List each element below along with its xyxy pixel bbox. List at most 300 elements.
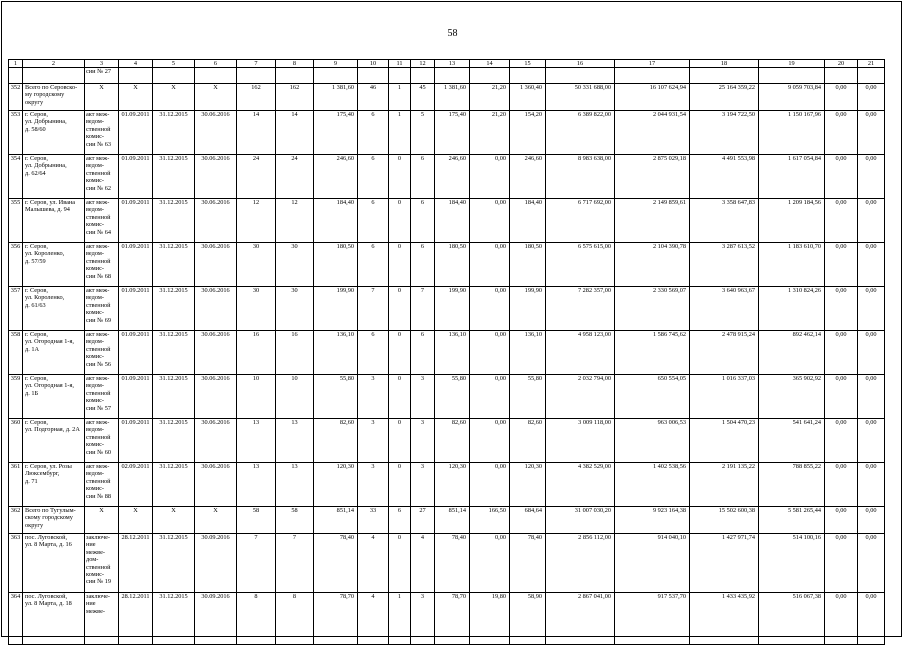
cell-c21: 0,00 xyxy=(858,507,885,534)
column-header-8: 8 xyxy=(276,60,314,68)
column-header-7: 7 xyxy=(237,60,276,68)
cell-addr: г. Серов, ул. Добрынина, д. 62/64 xyxy=(23,155,85,199)
cell-c11: 0 xyxy=(389,243,411,287)
cell-c7: 30 xyxy=(237,287,276,331)
cell-c10: 6 xyxy=(358,243,389,287)
cell-c10: 6 xyxy=(358,111,389,155)
column-header-19: 19 xyxy=(759,60,825,68)
cell-d1: 02.09.2011 xyxy=(119,463,153,507)
cell-c13: 1 381,60 xyxy=(435,84,470,111)
cell-c20: 0,00 xyxy=(825,155,858,199)
cell-c12: 27 xyxy=(411,507,435,534)
cell-c16: 2 856 112,00 xyxy=(546,534,615,593)
cell-d3: 30.06.2016 xyxy=(195,287,237,331)
cell-c17: 650 554,05 xyxy=(615,375,690,419)
cell-c14: 0,00 xyxy=(470,331,510,375)
cell-c7: 162 xyxy=(237,84,276,111)
cell-c14: 21,20 xyxy=(470,111,510,155)
column-header-5: 5 xyxy=(153,60,195,68)
table-row xyxy=(9,507,885,534)
table-row xyxy=(9,155,885,199)
cell-n: 357 xyxy=(9,287,23,331)
cell-c13: 180,50 xyxy=(435,243,470,287)
cell-c18: 1 433 435,92 xyxy=(690,593,759,645)
cell-c18: 3 194 722,50 xyxy=(690,111,759,155)
cell-c17: 963 006,53 xyxy=(615,419,690,463)
table-row xyxy=(9,243,885,287)
cell-c16: 6 575 615,00 xyxy=(546,243,615,287)
cell-n: 361 xyxy=(9,463,23,507)
cell-c11: 0 xyxy=(389,331,411,375)
cell-n: 356 xyxy=(9,243,23,287)
cell-c20: 0,00 xyxy=(825,375,858,419)
cell-d1: 01.09.2011 xyxy=(119,419,153,463)
cell-c9: 82,60 xyxy=(314,419,358,463)
table-row xyxy=(9,84,885,111)
cell-c16: 3 009 118,00 xyxy=(546,419,615,463)
cell-c8: 13 xyxy=(276,463,314,507)
cell-addr: Всего по Тугулым- скому городскому округу xyxy=(23,507,85,534)
cell-c21: 0,00 xyxy=(858,243,885,287)
cell-c14: 0,00 xyxy=(470,287,510,331)
cell-c17: 2 104 390,78 xyxy=(615,243,690,287)
cell-c20: 0,00 xyxy=(825,419,858,463)
cell-c17: 2 044 931,54 xyxy=(615,111,690,155)
cell-d1: X xyxy=(119,507,153,534)
cell-c13: 175,40 xyxy=(435,111,470,155)
cell-c20: 0,00 xyxy=(825,593,858,645)
column-header-4: 4 xyxy=(119,60,153,68)
cell-c14: 21,20 xyxy=(470,84,510,111)
cell-c11: 0 xyxy=(389,199,411,243)
cell-d2: 31.12.2015 xyxy=(153,593,195,645)
cell-c17: 9 923 164,38 xyxy=(615,507,690,534)
cell-addr: г. Серов, ул. Короленко, д. 57/59 xyxy=(23,243,85,287)
cell-d3: 30.06.2016 xyxy=(195,243,237,287)
cell-c21: 0,00 xyxy=(858,111,885,155)
cell-n: 353 xyxy=(9,111,23,155)
cell-c16: 6 389 822,00 xyxy=(546,111,615,155)
cell-n: 355 xyxy=(9,199,23,243)
column-header-2: 2 xyxy=(23,60,85,68)
cell-d3: 30.09.2016 xyxy=(195,593,237,645)
cell-n: 354 xyxy=(9,155,23,199)
cell-doc: акт меж- ведом- ственной комис- сии № 60 xyxy=(85,419,119,463)
cell-c19: 541 641,24 xyxy=(759,419,825,463)
cell-c17: 914 040,10 xyxy=(615,534,690,593)
cell-c13: 246,60 xyxy=(435,155,470,199)
cell-c14: 0,00 xyxy=(470,243,510,287)
cell-c17: 917 537,70 xyxy=(615,593,690,645)
cell-doc: акт меж- ведом- ственной комис- сии № 88 xyxy=(85,463,119,507)
cell-n: 363 xyxy=(9,534,23,593)
cell-d3: 30.06.2016 xyxy=(195,375,237,419)
cell-c21: 0,00 xyxy=(858,463,885,507)
cell-c18: 3 287 613,52 xyxy=(690,243,759,287)
table-row xyxy=(9,111,885,155)
cell-c15: 180,50 xyxy=(510,243,546,287)
table-row xyxy=(9,593,885,645)
cell-c16: 6 717 692,00 xyxy=(546,199,615,243)
cell-n: 358 xyxy=(9,331,23,375)
cell-c17: 1 586 745,62 xyxy=(615,331,690,375)
cell-c19: 9 059 703,84 xyxy=(759,84,825,111)
cell-d1: 01.09.2011 xyxy=(119,155,153,199)
cell-c16: 50 331 688,00 xyxy=(546,84,615,111)
cell-c13: 851,14 xyxy=(435,507,470,534)
cell-c20: 0,00 xyxy=(825,84,858,111)
cell-c9: 120,30 xyxy=(314,463,358,507)
cell-c9: 1 381,60 xyxy=(314,84,358,111)
cell-c10: 6 xyxy=(358,155,389,199)
cell-c21: 0,00 xyxy=(858,375,885,419)
cell-c20: 0,00 xyxy=(825,534,858,593)
table-row xyxy=(9,287,885,331)
table-row xyxy=(9,534,885,593)
cell-c9: 78,70 xyxy=(314,593,358,645)
cell-c11: 6 xyxy=(389,507,411,534)
cell-d3: 30.06.2016 xyxy=(195,199,237,243)
cell-c9: 180,50 xyxy=(314,243,358,287)
cell-d2: X xyxy=(153,507,195,534)
cell-c21: 0,00 xyxy=(858,593,885,645)
cell-doc: X xyxy=(85,507,119,534)
cell-d1: X xyxy=(119,84,153,111)
column-header-13: 13 xyxy=(435,60,470,68)
cell-c11: 0 xyxy=(389,419,411,463)
cell-c19: 892 462,14 xyxy=(759,331,825,375)
cell-doc: акт меж- ведом- ственной комис- сии № 63 xyxy=(85,111,119,155)
cell-doc: акт меж- ведом- ственной комис- сии № 56 xyxy=(85,331,119,375)
cell-c9: 851,14 xyxy=(314,507,358,534)
cell-addr: г. Серов, ул. Огородная 1-я, д. 1А xyxy=(23,331,85,375)
cell-c13: 78,40 xyxy=(435,534,470,593)
cell-addr: г. Серов, ул. Розы Люксембург, д. 71 xyxy=(23,463,85,507)
cell-c9: 55,80 xyxy=(314,375,358,419)
cell-c17: 2 330 569,07 xyxy=(615,287,690,331)
cell-c12: 6 xyxy=(411,331,435,375)
cell-c11: 0 xyxy=(389,534,411,593)
cell-c11: 1 xyxy=(389,84,411,111)
cell-c20: 0,00 xyxy=(825,287,858,331)
cell-c16: 7 282 357,00 xyxy=(546,287,615,331)
cell-c10: 4 xyxy=(358,593,389,645)
cell-c10: 46 xyxy=(358,84,389,111)
cell-c19: 516 067,38 xyxy=(759,593,825,645)
table-row xyxy=(9,331,885,375)
cell-c8: 10 xyxy=(276,375,314,419)
cell-c10: 33 xyxy=(358,507,389,534)
cell-c14: 0,00 xyxy=(470,463,510,507)
cell-c21: 0,00 xyxy=(858,419,885,463)
cell-c8: 30 xyxy=(276,243,314,287)
column-header-20: 20 xyxy=(825,60,858,68)
cell-c8: 162 xyxy=(276,84,314,111)
cell-c19: 365 902,92 xyxy=(759,375,825,419)
cell-c12: 4 xyxy=(411,534,435,593)
continuation-row xyxy=(9,68,885,84)
cell-d1: 28.12.2011 xyxy=(119,534,153,593)
cell-c18: 4 491 553,98 xyxy=(690,155,759,199)
cell-n: 364 xyxy=(9,593,23,645)
cell-c8: 7 xyxy=(276,534,314,593)
cell-c7: 8 xyxy=(237,593,276,645)
cell-c9: 136,10 xyxy=(314,331,358,375)
cell-c8: 24 xyxy=(276,155,314,199)
cell-c10: 3 xyxy=(358,463,389,507)
cell-c14: 0,00 xyxy=(470,419,510,463)
cell-c16: 2 867 041,00 xyxy=(546,593,615,645)
cell-c20: 0,00 xyxy=(825,111,858,155)
cell-addr: г. Серов, ул. Ивана Малышева, д. 94 xyxy=(23,199,85,243)
cell-c7: 30 xyxy=(237,243,276,287)
cell-c15: 82,60 xyxy=(510,419,546,463)
cell-c18: 3 358 647,83 xyxy=(690,199,759,243)
cell-d2: 31.12.2015 xyxy=(153,375,195,419)
cell-n: 360 xyxy=(9,419,23,463)
table-row xyxy=(9,419,885,463)
cell-c13: 136,10 xyxy=(435,331,470,375)
cell-c7: 13 xyxy=(237,419,276,463)
cell-d3: X xyxy=(195,84,237,111)
cell-c11: 0 xyxy=(389,463,411,507)
cell-c15: 58,90 xyxy=(510,593,546,645)
cell-d3: 30.06.2016 xyxy=(195,419,237,463)
cell-c18: 2 191 135,22 xyxy=(690,463,759,507)
column-header-15: 15 xyxy=(510,60,546,68)
cell-n: 362 xyxy=(9,507,23,534)
cell-c15: 55,80 xyxy=(510,375,546,419)
cell-c19: 788 855,22 xyxy=(759,463,825,507)
cell-doc: заключе- ние межве- xyxy=(85,593,119,645)
cell-c18: 25 164 359,22 xyxy=(690,84,759,111)
cell-c11: 1 xyxy=(389,111,411,155)
cell-d2: 31.12.2015 xyxy=(153,199,195,243)
cell-d2: 31.12.2015 xyxy=(153,287,195,331)
cell-c15: 1 360,40 xyxy=(510,84,546,111)
cell-c15: 199,90 xyxy=(510,287,546,331)
cell-doc: X xyxy=(85,84,119,111)
cell-c11: 1 xyxy=(389,593,411,645)
cell-c15: 684,64 xyxy=(510,507,546,534)
cell-c10: 6 xyxy=(358,331,389,375)
table-row xyxy=(9,375,885,419)
cell-c20: 0,00 xyxy=(825,507,858,534)
cell-c13: 199,90 xyxy=(435,287,470,331)
cell-addr: Всего по Серовско- му городскому округу xyxy=(23,84,85,111)
cell-c20: 0,00 xyxy=(825,463,858,507)
cell-c7: 12 xyxy=(237,199,276,243)
cell-d2: 31.12.2015 xyxy=(153,331,195,375)
cell-c7: 7 xyxy=(237,534,276,593)
cell-c16: 31 007 030,20 xyxy=(546,507,615,534)
cell-c18: 2 478 915,24 xyxy=(690,331,759,375)
cell-c7: 10 xyxy=(237,375,276,419)
cell-c10: 4 xyxy=(358,534,389,593)
cell-d1: 01.09.2011 xyxy=(119,375,153,419)
cell-c21: 0,00 xyxy=(858,199,885,243)
cell-c18: 3 640 963,67 xyxy=(690,287,759,331)
cell-c10: 6 xyxy=(358,199,389,243)
cell-c21: 0,00 xyxy=(858,331,885,375)
cell-doc: заключе- ние межве- дом- ственной комис- сии № 19 xyxy=(85,534,119,593)
column-header-12: 12 xyxy=(411,60,435,68)
cell-c7: 13 xyxy=(237,463,276,507)
column-header-10: 10 xyxy=(358,60,389,68)
cell-c17: 2 149 859,61 xyxy=(615,199,690,243)
cell-c13: 82,60 xyxy=(435,419,470,463)
cell-c13: 120,30 xyxy=(435,463,470,507)
cell-c10: 3 xyxy=(358,419,389,463)
cell-c11: 0 xyxy=(389,155,411,199)
cell-c8: 14 xyxy=(276,111,314,155)
cell-c12: 6 xyxy=(411,243,435,287)
cell-c10: 3 xyxy=(358,375,389,419)
cell-c14: 166,50 xyxy=(470,507,510,534)
cell-c16: 2 032 794,00 xyxy=(546,375,615,419)
cell-c7: 14 xyxy=(237,111,276,155)
cell-addr: пос. Луговской, ул. 8 Марта, д. 18 xyxy=(23,593,85,645)
cell-d1: 01.09.2011 xyxy=(119,111,153,155)
cell-d3: 30.06.2016 xyxy=(195,111,237,155)
page-number: 58 xyxy=(447,28,458,39)
cell-c7: 24 xyxy=(237,155,276,199)
cell-c8: 30 xyxy=(276,287,314,331)
cell-c12: 3 xyxy=(411,463,435,507)
cell-c15: 246,60 xyxy=(510,155,546,199)
cell-d1: 28.12.2011 xyxy=(119,593,153,645)
cell-addr: г. Серов, ул. Короленко, д. 61/63 xyxy=(23,287,85,331)
cell-c9: 184,40 xyxy=(314,199,358,243)
cell-c9: 175,40 xyxy=(314,111,358,155)
cell-c12: 3 xyxy=(411,593,435,645)
column-header-16: 16 xyxy=(546,60,615,68)
column-header-9: 9 xyxy=(314,60,358,68)
cell-c12: 6 xyxy=(411,199,435,243)
column-header-1: 1 xyxy=(9,60,23,68)
cell-c18: 1 427 971,74 xyxy=(690,534,759,593)
cell-d2: 31.12.2015 xyxy=(153,155,195,199)
cell-d2: 31.12.2015 xyxy=(153,463,195,507)
cell-d2: 31.12.2015 xyxy=(153,111,195,155)
cell-c19: 1 150 167,96 xyxy=(759,111,825,155)
cell-c16: 8 983 638,00 xyxy=(546,155,615,199)
cell-d3: 30.06.2016 xyxy=(195,331,237,375)
cell-c7: 58 xyxy=(237,507,276,534)
housing-register-table xyxy=(8,59,885,645)
cell-c13: 184,40 xyxy=(435,199,470,243)
cell-c14: 0,00 xyxy=(470,199,510,243)
cell-c18: 1 504 470,23 xyxy=(690,419,759,463)
cell-c15: 184,40 xyxy=(510,199,546,243)
cell-doc: акт меж- ведом- ственной комис- сии № 62 xyxy=(85,155,119,199)
cell-doc: акт меж- ведом- ственной комис- сии № 57 xyxy=(85,375,119,419)
cell-d1: 01.09.2011 xyxy=(119,243,153,287)
cell-c19: 5 581 265,44 xyxy=(759,507,825,534)
cell-c16: 4 958 123,00 xyxy=(546,331,615,375)
cell-c17: 2 875 029,18 xyxy=(615,155,690,199)
cell-d1: 01.09.2011 xyxy=(119,287,153,331)
cell-d3: 30.06.2016 xyxy=(195,463,237,507)
cell-c19: 1 209 184,56 xyxy=(759,199,825,243)
cell-d3: X xyxy=(195,507,237,534)
cell-c12: 3 xyxy=(411,375,435,419)
cell-c15: 120,30 xyxy=(510,463,546,507)
cell-c17: 16 107 624,94 xyxy=(615,84,690,111)
cell-c11: 0 xyxy=(389,375,411,419)
cell-c17: 1 402 538,56 xyxy=(615,463,690,507)
cell-c13: 78,70 xyxy=(435,593,470,645)
cell-addr: г. Серов, ул. Добрынина, д. 58/60 xyxy=(23,111,85,155)
column-header-18: 18 xyxy=(690,60,759,68)
cell-c19: 1 310 824,26 xyxy=(759,287,825,331)
cell-d2: X xyxy=(153,84,195,111)
cell-c13: 55,80 xyxy=(435,375,470,419)
cell-c18: 1 016 337,03 xyxy=(690,375,759,419)
cell-n: 352 xyxy=(9,84,23,111)
cell-c14: 0,00 xyxy=(470,375,510,419)
table-row xyxy=(9,199,885,243)
cell-c7: 16 xyxy=(237,331,276,375)
cell-c21: 0,00 xyxy=(858,287,885,331)
cell-d1: 01.09.2011 xyxy=(119,331,153,375)
cell-addr: г. Серов, ул. Подгорная, д. 2А xyxy=(23,419,85,463)
cell-d2: 31.12.2015 xyxy=(153,243,195,287)
cell-c8: 13 xyxy=(276,419,314,463)
cell-c11: 0 xyxy=(389,287,411,331)
cell-c12: 5 xyxy=(411,111,435,155)
column-header-17: 17 xyxy=(615,60,690,68)
cell-c15: 78,40 xyxy=(510,534,546,593)
cell-d3: 30.09.2016 xyxy=(195,534,237,593)
cell-c14: 0,00 xyxy=(470,534,510,593)
column-header-6: 6 xyxy=(195,60,237,68)
cell-doc: акт меж- ведом- ственной комис- сии № 64 xyxy=(85,199,119,243)
cell-c12: 7 xyxy=(411,287,435,331)
cell-c20: 0,00 xyxy=(825,243,858,287)
cell-c15: 154,20 xyxy=(510,111,546,155)
cell-c21: 0,00 xyxy=(858,155,885,199)
cell-doc: акт меж- ведом- ственной комис- сии № 68 xyxy=(85,243,119,287)
cell-c19: 1 617 054,84 xyxy=(759,155,825,199)
cell-addr: пос. Луговской, ул. 8 Марта, д. 16 xyxy=(23,534,85,593)
table-row xyxy=(9,463,885,507)
cell-c9: 246,60 xyxy=(314,155,358,199)
cell-c18: 15 502 600,38 xyxy=(690,507,759,534)
cell-c19: 514 100,16 xyxy=(759,534,825,593)
cell-c8: 16 xyxy=(276,331,314,375)
cell-c8: 12 xyxy=(276,199,314,243)
cell-c10: 7 xyxy=(358,287,389,331)
cell-c9: 199,90 xyxy=(314,287,358,331)
cell-c9: 78,40 xyxy=(314,534,358,593)
column-header-3: 3 xyxy=(85,60,119,68)
cell-c21: 0,00 xyxy=(858,84,885,111)
cell-c21: 0,00 xyxy=(858,534,885,593)
cell-c14: 19,80 xyxy=(470,593,510,645)
cell-c20: 0,00 xyxy=(825,331,858,375)
cell-doc: акт меж- ведом- ственной комис- сии № 69 xyxy=(85,287,119,331)
cell-c14: 0,00 xyxy=(470,155,510,199)
column-header-14: 14 xyxy=(470,60,510,68)
column-header-21: 21 xyxy=(858,60,885,68)
column-number-row xyxy=(9,60,885,68)
cell-c8: 58 xyxy=(276,507,314,534)
continuation-doc-cell: сии № 27 xyxy=(85,68,119,84)
cell-c8: 8 xyxy=(276,593,314,645)
cell-d3: 30.06.2016 xyxy=(195,155,237,199)
cell-c12: 45 xyxy=(411,84,435,111)
